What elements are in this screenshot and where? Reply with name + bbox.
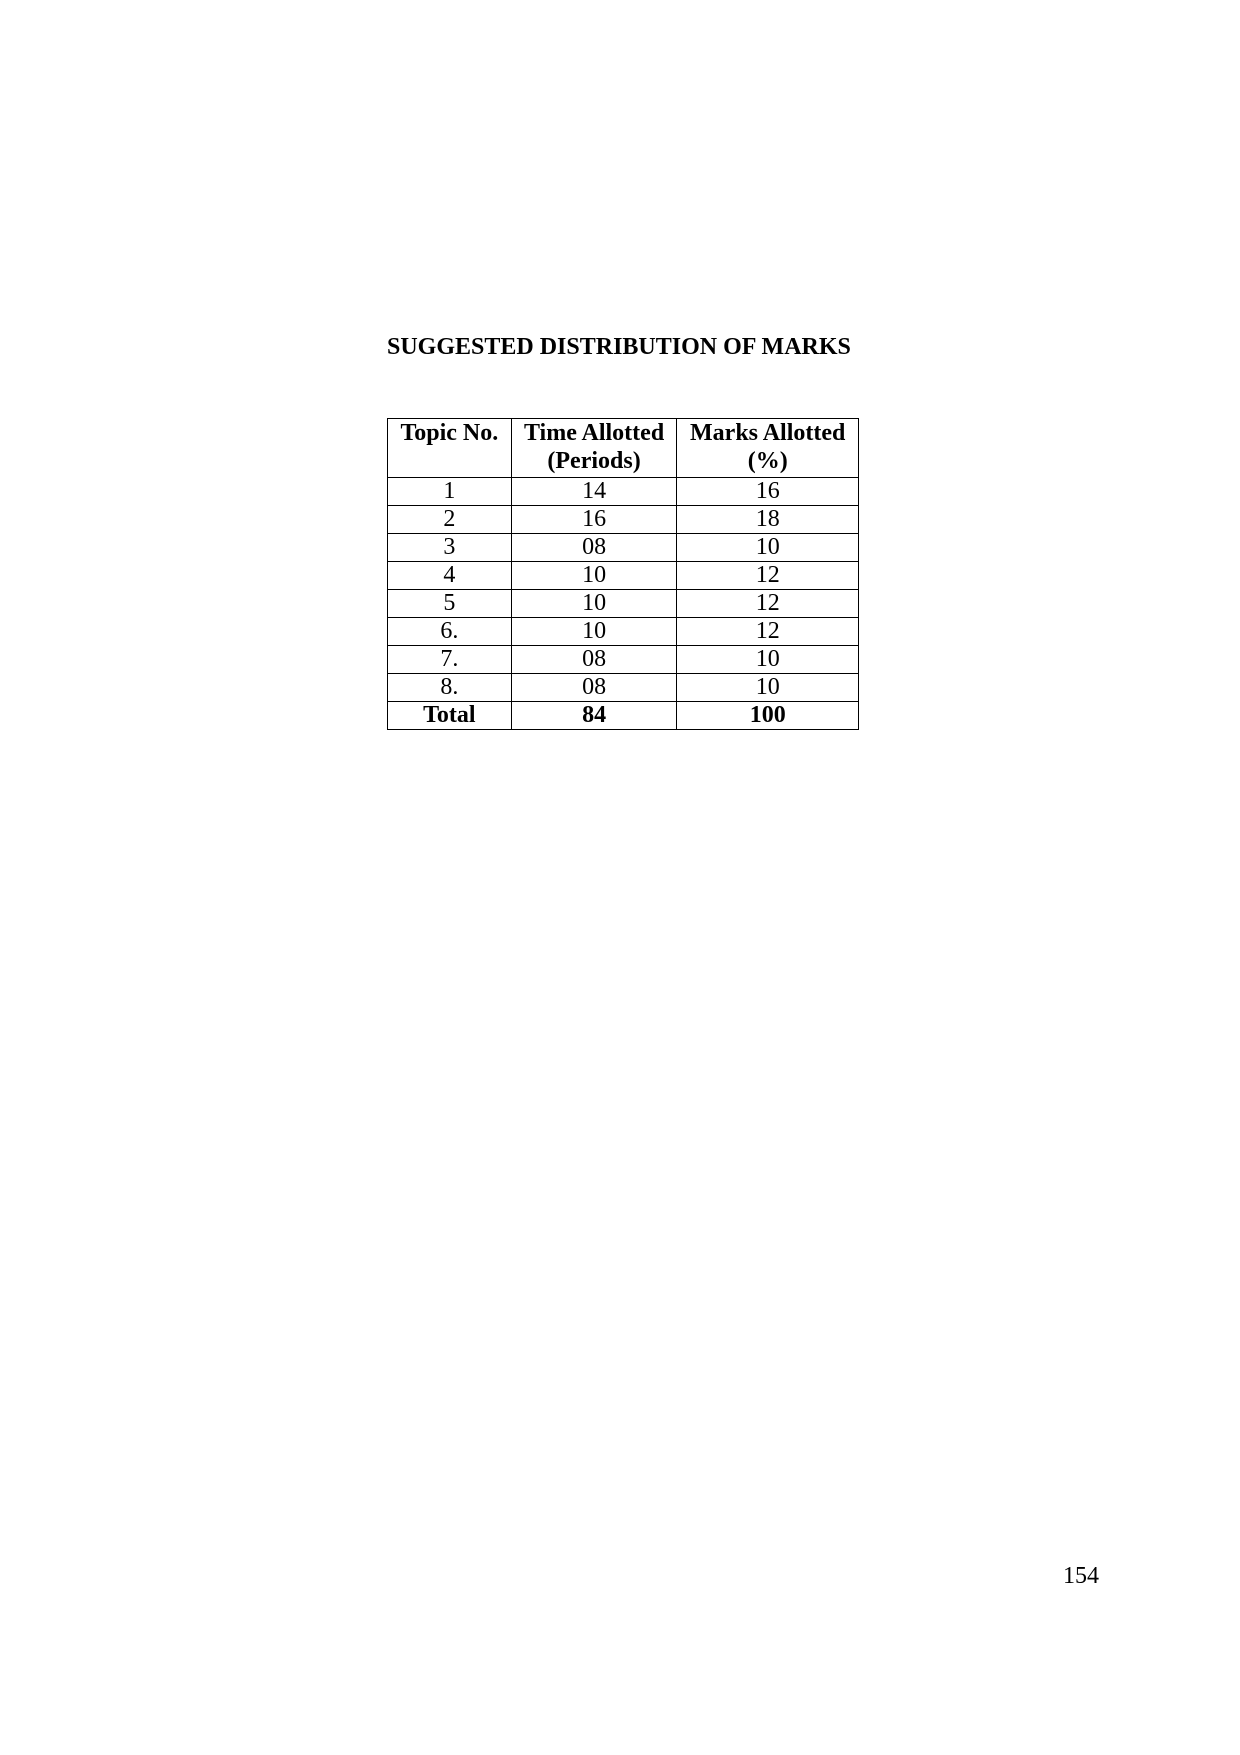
cell-marks: 18 (677, 506, 859, 534)
cell-time: 10 (511, 562, 677, 590)
cell-marks: 10 (677, 674, 859, 702)
marks-distribution-table (387, 418, 859, 730)
table-row (388, 674, 859, 702)
cell-marks: 16 (677, 478, 859, 506)
cell-marks: 10 (677, 646, 859, 674)
cell-marks: 10 (677, 534, 859, 562)
table-row (388, 618, 859, 646)
cell-topic: 1 (388, 478, 512, 506)
table-row (388, 534, 859, 562)
cell-time: 08 (511, 534, 677, 562)
cell-marks: 12 (677, 618, 859, 646)
cell-time: 10 (511, 618, 677, 646)
cell-topic: 3 (388, 534, 512, 562)
cell-time: 14 (511, 478, 677, 506)
header-marks-allotted-line2: (%) (747, 448, 788, 474)
page-title: SUGGESTED DISTRIBUTION OF MARKS (387, 334, 851, 360)
cell-time: 08 (511, 646, 677, 674)
table-total-row (388, 702, 859, 730)
cell-total-time: 84 (511, 702, 677, 730)
table-row (388, 590, 859, 618)
cell-time: 16 (511, 506, 677, 534)
header-marks-allotted-line1: Marks Allotted (690, 420, 846, 446)
cell-topic: 2 (388, 506, 512, 534)
cell-topic: 7. (388, 646, 512, 674)
cell-time: 08 (511, 674, 677, 702)
table-row (388, 562, 859, 590)
cell-total-label: Total (388, 702, 512, 730)
cell-marks: 12 (677, 590, 859, 618)
header-time-allotted-line1: Time Allotted (523, 420, 665, 446)
header-marks-allotted (677, 419, 859, 478)
table-row (388, 506, 859, 534)
table-row (388, 478, 859, 506)
header-time-allotted (511, 419, 677, 478)
cell-time: 10 (511, 590, 677, 618)
cell-topic: 6. (388, 618, 512, 646)
header-time-allotted-line2: (Periods) (547, 448, 641, 474)
table-header-row (388, 419, 859, 478)
cell-marks: 12 (677, 562, 859, 590)
table-row (388, 646, 859, 674)
page-number: 154 (1063, 1563, 1099, 1589)
header-topic-no (388, 419, 512, 478)
cell-topic: 8. (388, 674, 512, 702)
cell-total-marks: 100 (677, 702, 859, 730)
cell-topic: 4 (388, 562, 512, 590)
header-topic-no-line1: Topic No. (400, 420, 499, 446)
cell-topic: 5 (388, 590, 512, 618)
